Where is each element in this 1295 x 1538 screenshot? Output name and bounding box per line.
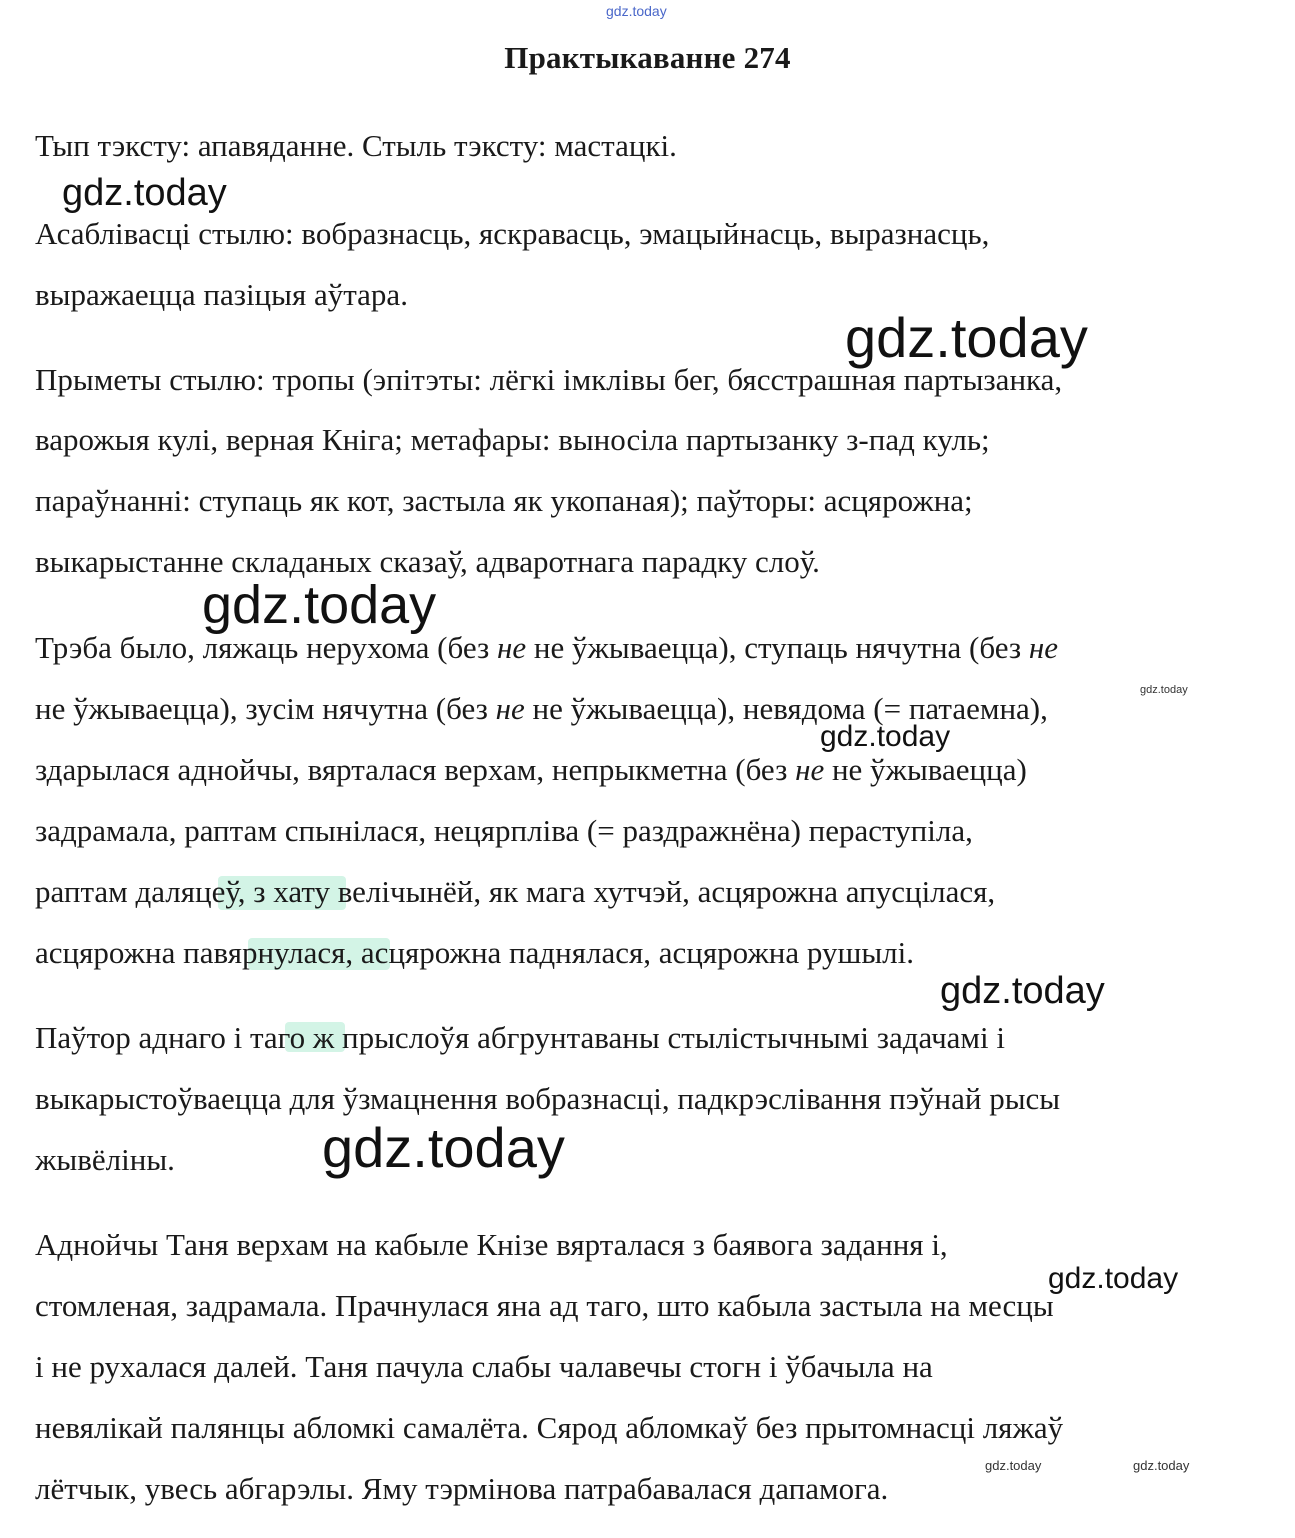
watermark: gdz.today: [1140, 684, 1188, 696]
text-line: задрамала, раптам спынілася, нецярплiва (= раздражнёна) пераступіла,: [35, 813, 973, 848]
watermark-top: gdz.today: [606, 3, 667, 19]
text-segment: не ўжываецца), невядома (= патаемна),: [524, 691, 1048, 726]
text-line: варожыя кулі, верная Кніга; метафары: выносіла партызанку з-пад куль;: [35, 422, 990, 457]
watermark: gdz.today: [1048, 1262, 1179, 1295]
text-line: Аднойчы Таня верхам на кабыле Кнізе вярталася з баявога задання і,: [35, 1227, 948, 1262]
text-line: выражаецца пазіцыя аўтара.: [35, 277, 408, 312]
watermark: gdz.today: [845, 306, 1088, 369]
text-segment: Трэба было, ляжаць нерухома (без: [35, 630, 497, 665]
watermark: gdz.today: [820, 720, 951, 753]
text-line: Паўтор аднаго і таго ж прыслоўя абгрунтаваны стылістычнымі задачамі і: [35, 1020, 1006, 1055]
text-line: стомленая, задрамала. Прачнулася яна ад таго, што кабыла застыла на месцы: [35, 1288, 1054, 1323]
text-line: лётчык, увесь абгарэлы. Яму тэрмінова патрабавалася дапамога.: [35, 1471, 889, 1506]
text-line: [35, 752, 1027, 788]
text-segment: здарылася аднойчы, вярталася верхам, непрыкметна (без: [35, 752, 796, 787]
text-line: Прыметы стылю: тропы (эпітэты: лёгкі імклівы бег, бясстрашная партызанка,: [35, 362, 1063, 397]
text-line: [35, 630, 1058, 666]
text-line: асцярожна павярнулася, асцярожна паднялася, асцярожна рушылі.: [35, 935, 914, 970]
watermark: gdz.today: [940, 970, 1105, 1012]
emphasis-ne: не: [795, 752, 825, 787]
text-segment: не ўжываецца), зусім нячутна (без: [35, 691, 496, 726]
watermark: gdz.today: [62, 172, 227, 214]
text-line: Асаблівасці стылю: вобразнасць, яскравасць, эмацыйнасць, выразнасць,: [35, 216, 990, 251]
text-line: выкарыстанне складаных сказаў, адваротнага парадку слоў.: [35, 544, 820, 579]
text-line: [35, 691, 1048, 727]
text-line: жывёліны.: [35, 1142, 175, 1177]
emphasis-ne: не: [495, 691, 525, 726]
watermark: gdz.today: [202, 575, 437, 635]
text-line: і не рухалася далей. Таня пачула слабы чалавечы стогн і ўбачыла на: [35, 1349, 933, 1384]
emphasis-ne: не: [1028, 630, 1059, 665]
watermark: gdz.today: [985, 1458, 1042, 1473]
text-segment: не ўжываецца), ступаць нячутна (без: [526, 630, 1029, 665]
text-line: выкарыстоўваецца для ўзмацнення вобразнасці, падкрэслівання пэўнай рысы: [35, 1081, 1061, 1116]
text-line: невялікай палянцы абломкі самалёта. Сярод абломкаў без прытомнасці ляжаў: [35, 1410, 1064, 1445]
watermark: gdz.today: [322, 1116, 565, 1179]
text-line: параўнанні: ступаць як кот, застыла як укопаная); паўторы: асцярожна;: [35, 483, 973, 518]
page-title: Практыкаванне 274: [504, 40, 791, 75]
text-line: раптам даляцеў, з хату велічынёй, як мага хутчэй, асцярожна апусцілася,: [35, 874, 996, 909]
watermark: gdz.today: [1133, 1458, 1190, 1473]
text-segment: не ўжываецца): [824, 752, 1027, 787]
emphasis-ne: не: [496, 630, 527, 665]
text-line: Тып тэксту: апавяданне. Стыль тэксту: мастацкі.: [35, 128, 677, 163]
